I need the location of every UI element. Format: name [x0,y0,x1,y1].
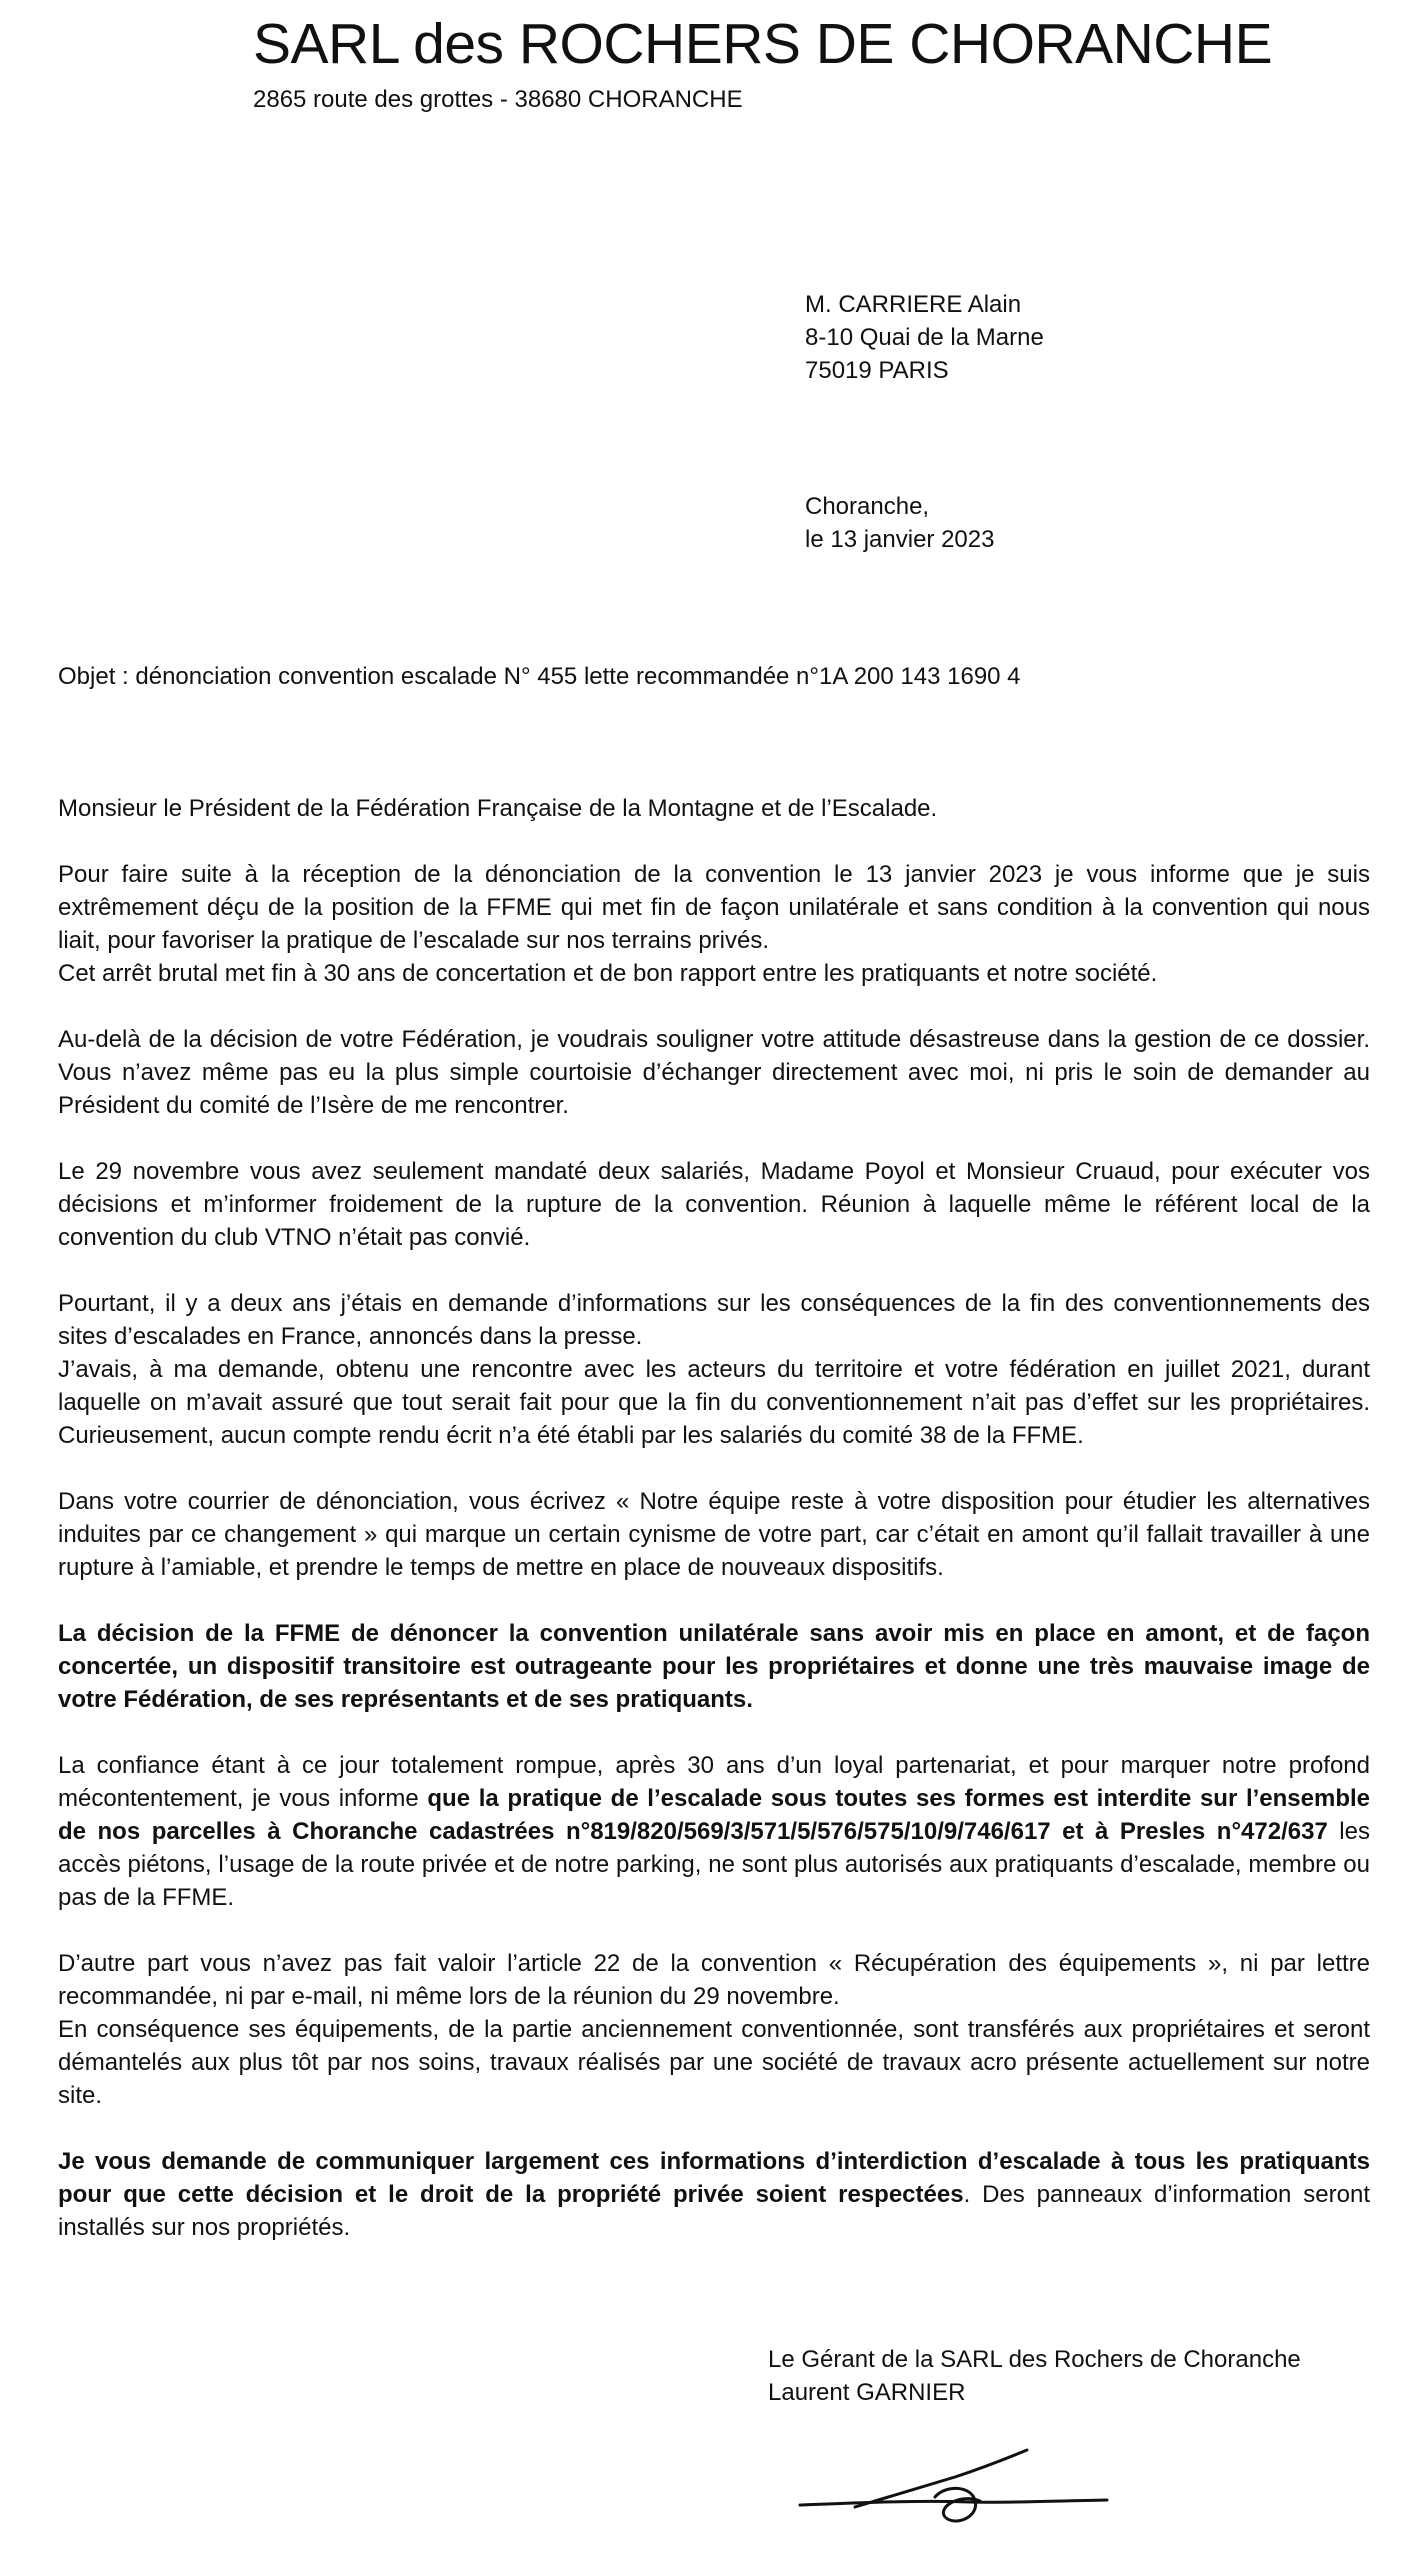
paragraph-7-access: les accès piétons, l’usage de la route privée et de notre parking, ne sont plus autorisés aux pratiquants d’escalade, membre ou pas de la FFME. [58,1818,1370,1911]
paragraph-9-signs: . Des panneaux d’information seront installés sur nos propriétés. [58,2181,1370,2241]
letter-body [58,792,1370,2277]
paragraph-2: Au-delà de la décision de votre Fédération, je voudrais souligner votre attitude désastreuse dans la gestion de ce dossier. Vous n’avez même pas eu la plus simple courtoisie d’échanger directement avec moi, ni pris le soin de demander au Président du comité de l’Isère de me rencontrer. [58,1026,1370,1119]
company-name: SARL des ROCHERS DE CHORANCHE [253,12,1273,76]
paragraph-4-part-a: Pourtant, il y a deux ans j’étais en demande d’informations sur les conséquences de la fin des conventionnements des sites d’escalades en France, annoncés dans la presse. [58,1290,1370,1350]
paragraph-7 [58,1749,1370,1914]
paragraph-8 [58,1947,1370,2112]
recipient-block [805,288,1044,387]
recipient-street: 8-10 Quai de la Marne [805,324,1044,351]
paragraph-3: Le 29 novembre vous avez seulement mandaté deux salariés, Madame Poyol et Monsieur Cruaud, pour exécuter vos décisions et m’informer froidement de la rupture de la convention. Réunion à laquelle même le référent local de la convention du club VTNO n’était pas convié. [58,1158,1370,1251]
handwritten-signature [795,2445,1115,2535]
paragraph-7-intro: La confiance étant à ce jour totalement rompue, après 30 ans d’un loyal partenariat, et pour marquer notre profond mécontentement, je vous informe [58,1752,1370,1812]
recipient-name: M. CARRIERE Alain [805,291,1022,318]
paragraph-9-request: Je vous demande de communiquer largement ces informations d’interdiction d’escalade à tous les pratiquants pour que cette décision et le droit de la propriété privée soient respectées [58,2148,1370,2208]
paragraph-1 [58,858,1370,990]
signatory-title: Le Gérant de la SARL des Rochers de Choranche [768,2346,1301,2373]
paragraph-4-part-b: J’avais, à ma demande, obtenu une rencontre avec les acteurs du territoire et votre fédération en juillet 2021, durant laquelle on m’avait assuré que tout serait fait pour que la fin du conventionnement n’ait pas d’effet sur les propriétaires. Curieusement, aucun compte rendu écrit n’a été établi par les salariés du comité 38 de la FFME. [58,1356,1370,1449]
signature-block [768,2343,1301,2409]
letter-place: Choranche, [805,493,930,520]
letter-subject: Objet : dénonciation convention escalade N° 455 lette recommandée n°1A 200 143 1690 4 [58,663,1021,690]
paragraph-8-part-a: D’autre part vous n’avez pas fait valoir l’article 22 de la convention « Récupération des équipements », ni par lettre recommandée, ni par e-mail, ni même lors de la réunion du 29 novembre. [58,1950,1370,2010]
signatory-name: Laurent GARNIER [768,2379,966,2406]
paragraph-8-part-b: En conséquence ses équipements, de la partie anciennement conventionnée, sont transférés aux propriétaires et seront démantelés aux plus tôt par nos soins, travaux réalisés par une société de travaux acro présente actuellement sur notre site. [58,2016,1370,2109]
paragraph-4 [58,1287,1370,1452]
letter-date: le 13 janvier 2023 [805,526,995,553]
greeting: Monsieur le Président de la Fédération Française de la Montagne et de l’Escalade. [58,795,938,822]
paragraph-5: Dans votre courrier de dénonciation, vous écrivez « Notre équipe reste à votre disposition pour étudier les alternatives induites par ce changement » qui marque un certain cynisme de votre part, car c’était en amont qu’il fallait travailler à une rupture à l’amiable, et prendre le temps de mettre en place de nouveaux dispositifs. [58,1488,1370,1581]
company-address: 2865 route des grottes - 38680 CHORANCHE [253,86,743,113]
paragraph-9 [58,2145,1370,2244]
place-date-block [805,490,994,556]
paragraph-1-part-a: Pour faire suite à la réception de la dénonciation de la convention le 13 janvier 2023 je vous informe que je suis extrêmement déçu de la position de la FFME qui met fin de façon unilatérale et sans condition à la convention qui nous liait, pour favoriser la pratique de l’escalade sur nos terrains privés. [58,861,1370,954]
paragraph-6-bold: La décision de la FFME de dénoncer la convention unilatérale sans avoir mis en place en amont, et de façon concertée, un dispositif transitoire est outrageante pour les propriétaires et donne une très mauvaise image de votre Fédération, de ses représentants et de ses pratiquants. [58,1620,1370,1713]
paragraph-7-prohibition: que la pratique de l’escalade sous toutes ses formes est interdite sur l’ensemble de nos parcelles à Choranche cadastrées n°819/820/569/3/571/5/576/575/10/9/746/617 et à Presles n°472/637 [58,1785,1370,1845]
paragraph-1-part-b: Cet arrêt brutal met fin à 30 ans de concertation et de bon rapport entre les pratiquants et notre société. [58,960,1158,987]
recipient-city: 75019 PARIS [805,357,949,384]
